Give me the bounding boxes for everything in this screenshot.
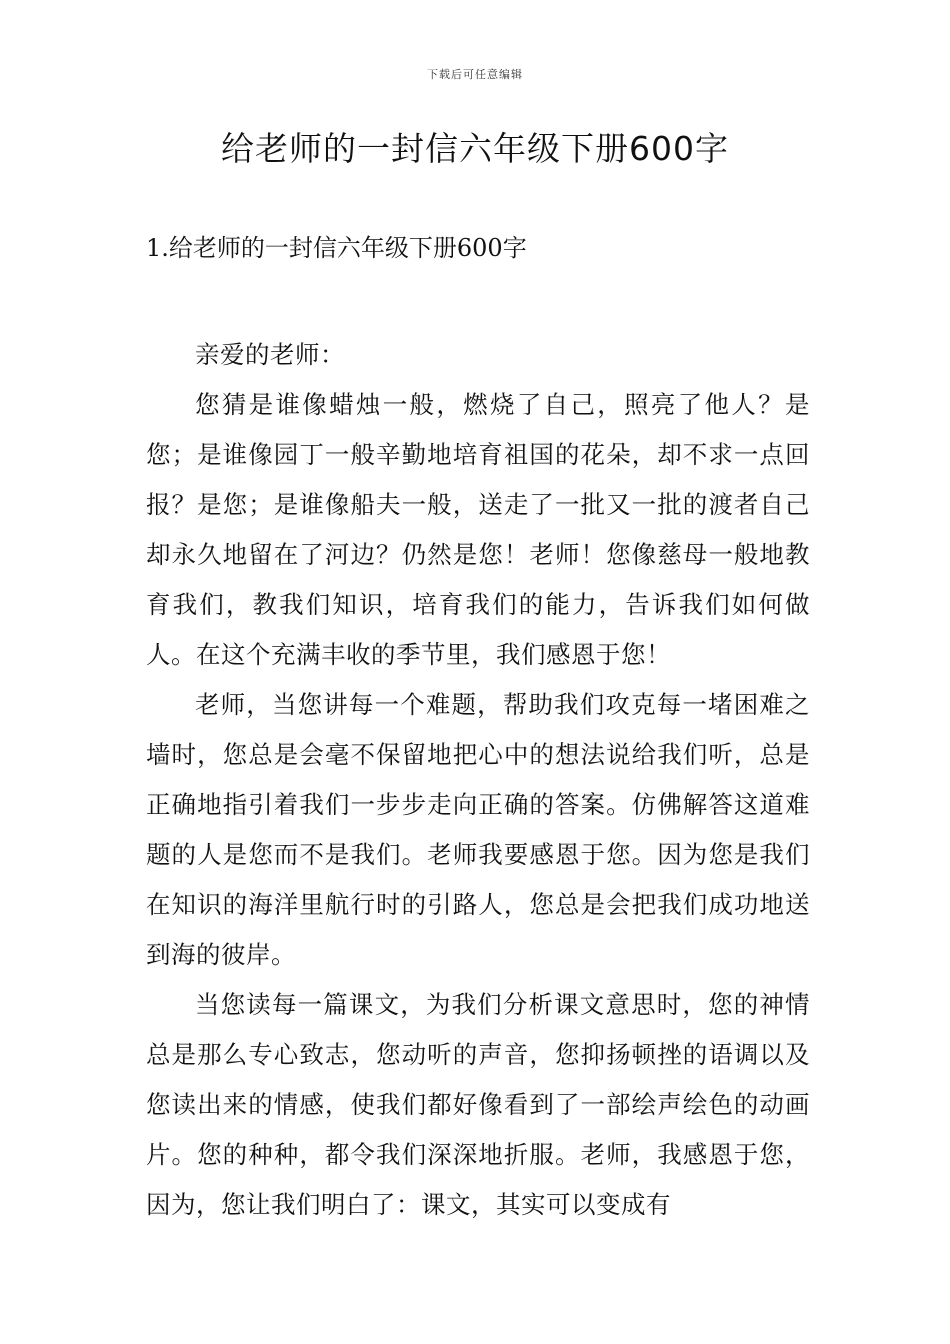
header-note: 下载后可任意编辑 [427,68,523,81]
letter-paragraph-1: 您猜是谁像蜡烛一般，燃烧了自己，照亮了他人？是您；是谁像园丁一般辛勤地培育祖国的花朵，却不求一点回报？是您；是谁像船夫一般，送走了一批又一批的渡者自己却永久地留在了河边？仍然是您！老师！您像慈母一般地教育我们，教我们知识，培育我们的能力，告诉我们如何做人。在这个充满丰收的季节里，我们感恩于您！ [146,390,810,669]
document-title: 给老师的一封信六年级下册600字 [221,129,729,168]
letter-paragraph-3: 当您读每一篇课文，为我们分析课文意思时，您的神情总是那么专心致志，您动听的声音，您抑扬顿挫的语调以及您读出来的情感，使我们都好像看到了一部绘声绘色的动画片。您的种种，都令我们深深地折服。老师，我感恩于您，因为，您让我们明白了：课文，其实可以变成有 [146,990,810,1219]
letter-body [146,330,810,1230]
section-heading: 1.给老师的一封信六年级下册600字 [146,234,527,262]
letter-paragraph-2: 老师，当您讲每一个难题，帮助我们攻克每一堵困难之墙时，您总是会毫不保留地把心中的想法说给我们听，总是正确地指引着我们一步步走向正确的答案。仿佛解答这道难题的人是您而不是我们。老师我要感恩于您。因为您是我们在知识的海洋里航行时的引路人，您总是会把我们成功地送到海的彼岸。 [146,690,810,969]
letter-salutation: 亲爱的老师： [195,340,345,369]
